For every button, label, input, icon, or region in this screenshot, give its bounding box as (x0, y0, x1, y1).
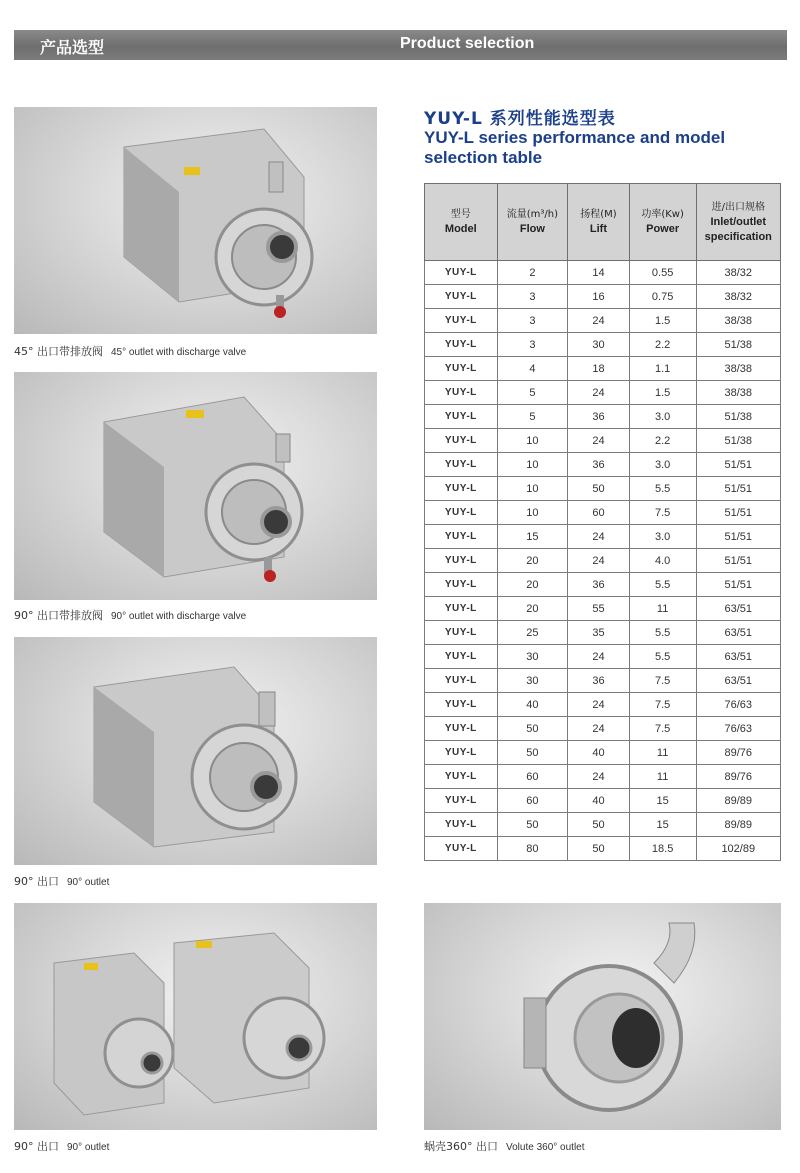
cell-model: YUY-L (425, 837, 498, 861)
cell-model: YUY-L (425, 333, 498, 357)
cell-power: 7.5 (629, 669, 696, 693)
cell-lift: 24 (568, 381, 629, 405)
cell-lift: 24 (568, 717, 629, 741)
cell-inlet-outlet: 51/51 (696, 525, 780, 549)
cell-lift: 36 (568, 453, 629, 477)
cell-model: YUY-L (425, 453, 498, 477)
cell-inlet-outlet: 63/51 (696, 621, 780, 645)
cell-inlet-outlet: 89/89 (696, 813, 780, 837)
cell-inlet-outlet: 51/51 (696, 573, 780, 597)
cell-power: 7.5 (629, 693, 696, 717)
cell-flow: 4 (497, 357, 568, 381)
cell-flow: 3 (497, 309, 568, 333)
cell-power: 2.2 (629, 429, 696, 453)
caption-photo-5: 蜗壳360° 出口 Volute 360° outlet (424, 1140, 585, 1153)
cell-model: YUY-L (425, 597, 498, 621)
cell-flow: 80 (497, 837, 568, 861)
cell-lift: 24 (568, 429, 629, 453)
cell-power: 15 (629, 789, 696, 813)
cell-model: YUY-L (425, 645, 498, 669)
table-row (425, 501, 781, 525)
cell-power: 5.5 (629, 573, 696, 597)
pump-illustration (14, 637, 377, 865)
cell-power: 4.0 (629, 549, 696, 573)
cell-lift: 24 (568, 549, 629, 573)
cell-inlet-outlet: 38/32 (696, 261, 780, 285)
cell-power: 15 (629, 813, 696, 837)
table-row (425, 381, 781, 405)
cell-lift: 36 (568, 405, 629, 429)
cell-inlet-outlet: 51/38 (696, 333, 780, 357)
cell-flow: 10 (497, 429, 568, 453)
cell-flow: 50 (497, 813, 568, 837)
cell-power: 5.5 (629, 645, 696, 669)
pump-photo-pair (14, 903, 377, 1130)
cell-inlet-outlet: 38/38 (696, 357, 780, 381)
table-row (425, 765, 781, 789)
cell-power: 1.1 (629, 357, 696, 381)
cell-flow: 10 (497, 501, 568, 525)
cell-inlet-outlet: 63/51 (696, 669, 780, 693)
cell-model: YUY-L (425, 549, 498, 573)
cell-flow: 30 (497, 645, 568, 669)
table-row (425, 549, 781, 573)
cell-power: 18.5 (629, 837, 696, 861)
cell-inlet-outlet: 102/89 (696, 837, 780, 861)
cell-lift: 60 (568, 501, 629, 525)
cell-power: 11 (629, 597, 696, 621)
cell-power: 0.55 (629, 261, 696, 285)
table-row (425, 405, 781, 429)
pump-illustration (14, 107, 377, 334)
cell-power: 3.0 (629, 525, 696, 549)
table-row (425, 477, 781, 501)
cell-power: 3.0 (629, 453, 696, 477)
cell-power: 2.2 (629, 333, 696, 357)
cell-model: YUY-L (425, 357, 498, 381)
cell-model: YUY-L (425, 525, 498, 549)
cell-flow: 40 (497, 693, 568, 717)
cell-model: YUY-L (425, 789, 498, 813)
cell-power: 1.5 (629, 381, 696, 405)
cell-power: 11 (629, 741, 696, 765)
pump-photo-90-outlet (14, 637, 377, 865)
table-row (425, 693, 781, 717)
cell-lift: 50 (568, 837, 629, 861)
cell-inlet-outlet: 51/51 (696, 453, 780, 477)
cell-model: YUY-L (425, 429, 498, 453)
table-row (425, 789, 781, 813)
cell-power: 5.5 (629, 621, 696, 645)
cell-lift: 18 (568, 357, 629, 381)
table-row (425, 813, 781, 837)
cell-power: 7.5 (629, 717, 696, 741)
table-row (425, 741, 781, 765)
cell-flow: 25 (497, 621, 568, 645)
cell-model: YUY-L (425, 381, 498, 405)
pump-photo-volute (424, 903, 781, 1130)
caption-photo-4: 90° 出口 90° outlet (14, 1140, 110, 1153)
performance-table (424, 183, 781, 861)
cell-flow: 5 (497, 381, 568, 405)
cell-inlet-outlet: 51/38 (696, 405, 780, 429)
cell-model: YUY-L (425, 717, 498, 741)
cell-model: YUY-L (425, 285, 498, 309)
cell-flow: 60 (497, 789, 568, 813)
table-row (425, 645, 781, 669)
cell-flow: 50 (497, 741, 568, 765)
cell-model: YUY-L (425, 693, 498, 717)
caption-photo-2: 90° 出口带排放阀 90° outlet with discharge valve (14, 609, 247, 622)
header-en-title: Product selection (400, 35, 535, 52)
cell-lift: 55 (568, 597, 629, 621)
cell-lift: 40 (568, 789, 629, 813)
table-row (425, 453, 781, 477)
cell-flow: 2 (497, 261, 568, 285)
table-row (425, 669, 781, 693)
cell-flow: 20 (497, 573, 568, 597)
cell-inlet-outlet: 51/51 (696, 549, 780, 573)
cell-flow: 60 (497, 765, 568, 789)
cell-model: YUY-L (425, 741, 498, 765)
cell-lift: 24 (568, 693, 629, 717)
cell-model: YUY-L (425, 621, 498, 645)
header-lift: 扬程(M) Lift (568, 184, 629, 261)
cell-model: YUY-L (425, 669, 498, 693)
cell-inlet-outlet: 63/51 (696, 597, 780, 621)
cell-flow: 3 (497, 333, 568, 357)
table-row (425, 261, 781, 285)
cell-inlet-outlet: 38/38 (696, 381, 780, 405)
cell-lift: 36 (568, 573, 629, 597)
cell-flow: 10 (497, 477, 568, 501)
table-row (425, 597, 781, 621)
table-row (425, 621, 781, 645)
header-power: 功率(Kw) Power (629, 184, 696, 261)
cell-model: YUY-L (425, 309, 498, 333)
table-row (425, 573, 781, 597)
cell-lift: 14 (568, 261, 629, 285)
cell-inlet-outlet: 63/51 (696, 645, 780, 669)
cell-power: 7.5 (629, 501, 696, 525)
table-title-cn: YUY-L 系列性能选型表 (424, 109, 616, 129)
cell-lift: 24 (568, 645, 629, 669)
cell-model: YUY-L (425, 261, 498, 285)
cell-model: YUY-L (425, 405, 498, 429)
cell-flow: 20 (497, 597, 568, 621)
cell-power: 3.0 (629, 405, 696, 429)
header-cn-title: 产品选型 (40, 38, 105, 57)
cell-inlet-outlet: 51/51 (696, 501, 780, 525)
cell-inlet-outlet: 76/63 (696, 693, 780, 717)
cell-flow: 10 (497, 453, 568, 477)
cell-flow: 15 (497, 525, 568, 549)
table-row (425, 285, 781, 309)
cell-lift: 24 (568, 525, 629, 549)
cell-lift: 30 (568, 333, 629, 357)
cell-inlet-outlet: 89/76 (696, 765, 780, 789)
cell-lift: 24 (568, 765, 629, 789)
cell-inlet-outlet: 89/89 (696, 789, 780, 813)
table-row (425, 357, 781, 381)
caption-photo-1: 45° 出口带排放阀 45° outlet with discharge valve (14, 345, 247, 358)
cell-power: 1.5 (629, 309, 696, 333)
table-row (425, 309, 781, 333)
volute-illustration (424, 903, 781, 1130)
cell-power: 11 (629, 765, 696, 789)
header-flow: 流量(m³/h) Flow (497, 184, 568, 261)
table-title-en: YUY-L series performance and model selection table (424, 128, 726, 167)
cell-model: YUY-L (425, 573, 498, 597)
table-row (425, 837, 781, 861)
pump-photo-45-discharge (14, 107, 377, 334)
cell-model: YUY-L (425, 765, 498, 789)
header-inlet-outlet: 进/出口规格 Inlet/outlet specification (696, 184, 780, 261)
cell-inlet-outlet: 38/38 (696, 309, 780, 333)
cell-lift: 24 (568, 309, 629, 333)
header-bar (14, 30, 787, 60)
cell-inlet-outlet: 51/38 (696, 429, 780, 453)
pump-illustration (14, 903, 377, 1130)
cell-model: YUY-L (425, 501, 498, 525)
cell-lift: 35 (568, 621, 629, 645)
cell-inlet-outlet: 51/51 (696, 477, 780, 501)
caption-photo-3: 90° 出口 90° outlet (14, 875, 110, 888)
cell-flow: 20 (497, 549, 568, 573)
table-row (425, 717, 781, 741)
cell-inlet-outlet: 38/32 (696, 285, 780, 309)
cell-lift: 40 (568, 741, 629, 765)
cell-lift: 50 (568, 477, 629, 501)
pump-illustration (14, 372, 377, 600)
cell-flow: 5 (497, 405, 568, 429)
cell-model: YUY-L (425, 813, 498, 837)
cell-lift: 50 (568, 813, 629, 837)
pump-photo-90-discharge (14, 372, 377, 600)
cell-flow: 50 (497, 717, 568, 741)
table-row (425, 333, 781, 357)
cell-power: 5.5 (629, 477, 696, 501)
table-row (425, 429, 781, 453)
header-model: 型号 Model (425, 184, 498, 261)
cell-inlet-outlet: 89/76 (696, 741, 780, 765)
cell-inlet-outlet: 76/63 (696, 717, 780, 741)
cell-lift: 36 (568, 669, 629, 693)
cell-flow: 30 (497, 669, 568, 693)
cell-model: YUY-L (425, 477, 498, 501)
table-header-row (425, 184, 781, 261)
table-row (425, 525, 781, 549)
cell-power: 0.75 (629, 285, 696, 309)
cell-lift: 16 (568, 285, 629, 309)
cell-flow: 3 (497, 285, 568, 309)
